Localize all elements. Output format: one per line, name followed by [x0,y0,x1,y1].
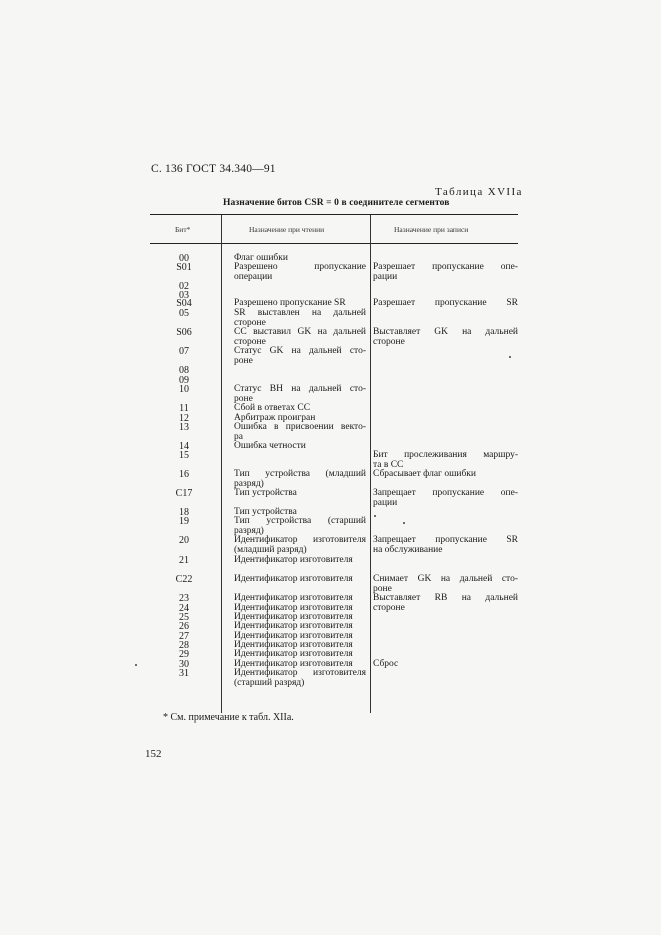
scan-speck [135,664,137,666]
row-write-text: на обслуживание [373,544,443,555]
row-read-text: Идентификатор изготовителя [234,574,353,584]
row-read-text: операции [234,271,273,282]
row-write-text: та в СС [373,459,404,470]
row-bit: 27 [179,631,189,642]
row-write-text: рации [373,271,398,282]
row-read-text: Арбитраж проигран [234,413,316,423]
row-bit: 13 [179,422,189,433]
scan-speck [509,356,511,358]
row-write-text: рации [373,497,398,508]
row-bit: 26 [179,621,189,632]
column-header-read: Назначение при чтении [249,225,325,234]
row-write-text: Бит прослеживания маршру- [373,450,518,460]
row-read-text: стороне [234,317,266,328]
row-read-text: стороне [234,336,266,347]
row-read-text: Идентификатор изготовителя [234,535,366,545]
table-title: Назначение битов CSR = 0 в соединителе сегментов [223,198,450,208]
row-bit: 18 [179,507,189,518]
scan-speck [374,515,376,517]
row-read-text: Тип устройства [234,507,297,517]
row-read-text: Статус GK на дальней сто- [234,346,366,356]
row-read-text: Идентификатор изготовителя [234,649,353,659]
row-write-text: Запрещает пропускание SR [373,535,518,545]
row-bit: 07 [179,346,189,357]
table-top-rule [150,214,518,215]
row-read-text: (старший разряд) [234,677,305,688]
page-number: 152 [145,748,162,760]
row-bit: 16 [179,469,189,480]
row-read-text: роне [234,393,253,404]
row-write-text: Выставляет GK на дальней [373,327,518,337]
row-bit: 03 [179,290,189,301]
row-read-text: Идентификатор изготовителя [234,621,353,631]
row-write-text: Сбрасывает флаг ошибки [373,469,477,479]
row-read-text: Идентификатор изготовителя [234,612,353,622]
column-header-write: Назначение при записи [394,225,469,234]
row-read-text: разряд) [234,525,264,536]
row-read-text: Флаг ошибки [234,253,288,263]
row-bit: 09 [179,375,189,386]
row-read-text: Идентификатор изготовителя [234,668,366,678]
row-bit: 19 [179,516,189,527]
row-bit: 00 [179,253,189,264]
row-read-text: Тип устройства [234,488,297,498]
row-write-text: Выставляет RB на дальней [373,593,518,603]
row-read-text: Идентификатор изготовителя [234,593,353,603]
row-bit: 29 [179,649,189,660]
row-bit: S06 [176,327,192,338]
row-read-text: Тип устройства (старший [234,516,366,526]
column-divider-1 [221,215,222,713]
row-read-text: СС выставил GK на дальней [234,327,366,337]
row-read-text: ра [234,431,243,442]
row-read-text: Идентификатор изготовителя [234,603,353,613]
column-header-bit: Бит* [175,225,191,234]
row-bit: 25 [179,612,189,623]
row-read-text: Ошибка в присвоении векто- [234,422,366,432]
row-bit: 23 [179,593,189,604]
row-bit: 28 [179,640,189,651]
row-bit: S04 [176,298,192,309]
row-bit: 02 [179,281,189,292]
row-bit: 08 [179,365,189,376]
row-read-text: Тип устройства (младший [234,469,366,479]
row-bit: 21 [179,555,189,566]
row-write-text: Запрещает пропускание опе- [373,488,518,498]
row-bit: 15 [179,450,189,461]
row-write-text: роне [373,583,392,594]
row-write-text: стороне [373,602,405,613]
page-header: С. 136 ГОСТ 34.340—91 [151,163,276,175]
row-write-text: Сброс [373,659,399,669]
row-write-text: стороне [373,336,405,347]
row-bit: 11 [179,403,189,414]
row-read-text: Разрешено пропускание SR [234,298,346,308]
scan-speck [403,522,405,524]
row-read-text: разряд) [234,478,264,489]
row-bit: С17 [175,488,193,499]
row-bit: S01 [176,262,192,273]
row-read-text: SR выставлен на дальней [234,308,366,318]
row-bit: 12 [179,413,189,424]
row-read-text: Сбой в ответах СС [234,403,311,413]
row-bit: 14 [179,441,189,452]
row-read-text: Разрешено пропускание [234,262,366,272]
row-read-text: Идентификатор изготовителя [234,631,353,641]
row-write-text: Снимает GK на дальней сто- [373,574,518,584]
row-write-text: Разрешает пропускание опе- [373,262,518,272]
table-header-rule [150,243,518,244]
row-bit: 30 [179,659,189,670]
row-bit: 24 [179,603,189,614]
row-read-text: Идентификатор изготовителя [234,555,353,565]
row-read-text: Идентификатор изготовителя [234,659,353,669]
row-bit: С22 [175,574,193,585]
row-read-text: Ошибка четности [234,441,306,451]
row-bit: 31 [179,668,189,679]
column-divider-2 [370,215,371,713]
row-read-text: Статус ВН на дальней сто- [234,384,366,394]
row-write-text: Разрешает пропускание SR [373,298,518,308]
row-read-text: (младший разряд) [234,544,307,555]
row-bit: 10 [179,384,189,395]
table-label: Таблица XVIIa [435,186,523,198]
row-bit: 05 [179,308,189,319]
row-bit: 20 [179,535,189,546]
footnote: * См. примечание к табл. XIIa. [163,712,294,723]
row-read-text: роне [234,355,253,366]
row-read-text: Идентификатор изготовителя [234,640,353,650]
